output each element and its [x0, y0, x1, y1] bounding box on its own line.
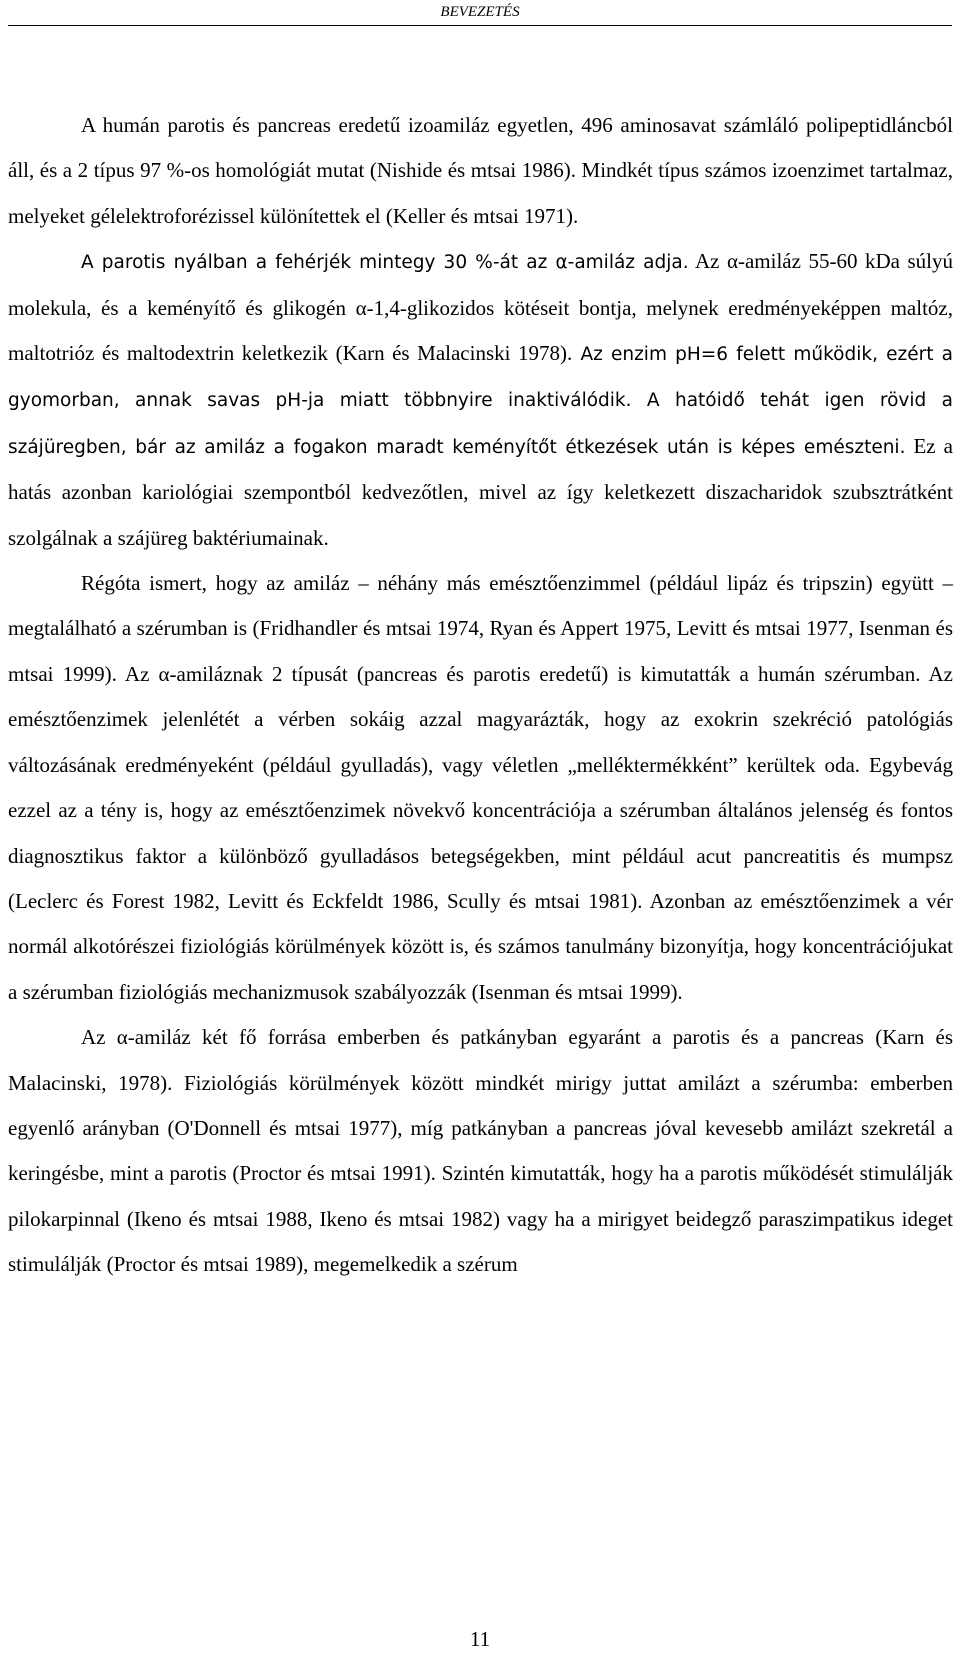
paragraph-2 — [8, 239, 953, 561]
paragraph-2-sentence-2: Az α-amiláz 55-60 kDa súlyú molekula, és a keményítő és glikogén α-1,4-glikozidos kötéseit bontja, melynek eredményeképpen maltóz, maltotrióz és maltodextrin keletkezik (Karn és Malacinski 1978). — [8, 249, 953, 366]
paragraph-2-sentence-1: A parotis nyálban a fehérjék mintegy 30 %-át az α-amiláz adja. — [81, 252, 689, 274]
paragraph-2-sentence-3: Az enzim pH=6 felett működik, ezért a gyomorban, annak savas pH-ja miatt többnyire inaktiválódik. — [8, 344, 953, 412]
paragraph-1: A humán parotis és pancreas eredetű izoamiláz egyetlen, 496 aminosavat számláló polipeptidláncból áll, és a 2 típus 97 %-os homológiát mutat (Nishide és mtsai 1986). Mindkét típus számos izoenzimet tartalmaz, melyeket gélelektroforézissel különítettek el (Keller és mtsai 1971). — [8, 113, 953, 228]
paragraph-3: Régóta ismert, hogy az amiláz – néhány más emésztőenzimmel (például lipáz és tripszin) együtt – megtalálható a szérumban is (Fridhandler és mtsai 1974, Ryan és Appert 1975, Levitt és mtsai 1977, Isenman és mtsai 1999). Az α-amiláznak 2 típusát (pancreas és parotis eredetű) is kimutatták a humán szérumban. Az emésztőenzimek jelenlétét a vérben sokáig azzal magyarázták, hogy az exokrin szekréció patológiás változásának eredményeként (például gyulladás), vagy véletlen „melléktermékként” kerültek oda. Egybevág ezzel az a tény is, hogy az emésztőenzimek növekvő koncentrációja a szérumban általános jelenség és fontos diagnosztikus faktor a különböző gyulladásos betegségekben, mint például acut pancreatitis és mumpsz (Leclerc és Forest 1982, Levitt és Eckfeldt 1986, Scully és mtsai 1981). Azonban az emésztőenzimek a vér normál alkotórészei fiziológiás körülmények között is, és számos tanulmány bizonyítja, hogy koncentrációjukat a szérumban fiziológiás mechanizmusok szabályozzák (Isenman és mtsai 1999). — [8, 571, 953, 1004]
running-header-title: BEVEZETÉS — [440, 4, 520, 20]
body-text — [8, 103, 953, 1288]
paragraph-4: Az α-amiláz két fő forrása emberben és patkányban egyaránt a parotis és a pancreas (Karn és Malacinski, 1978). Fiziológiás körülmények között mindkét mirigy juttat amilázt a szérumba: emberben egyenlő arányban (O'Donnell és mtsai 1977), míg patkányban a pancreas jóval kevesebb amilázt szekretál a keringésbe, mint a parotis (Proctor és mtsai 1991). Szintén kimutatták, hogy ha a parotis működését stimulálják pilokarpinnal (Ikeno és mtsai 1988, Ikeno és mtsai 1982) vagy ha a mirigyet beidegző paraszimpatikus ideget stimulálják (Proctor és mtsai 1989), megemelkedik a szérum — [8, 1025, 953, 1277]
page-number: 11 — [469, 1627, 491, 1651]
header-rule — [8, 25, 952, 26]
paragraph-2-sentence-4: A hatóidő tehát igen rövid a szájüregben, bár az amiláz a fogakon maradt keményítőt étkezések után is képes emészteni. — [8, 390, 953, 458]
paragraph-2-sentence-5: Ez a hatás azonban kariológiai szempontból kedvezőtlen, mivel az így keletkezett diszacharidok szubsztrátként szolgálnak a szájüreg baktériumainak. — [8, 433, 953, 550]
